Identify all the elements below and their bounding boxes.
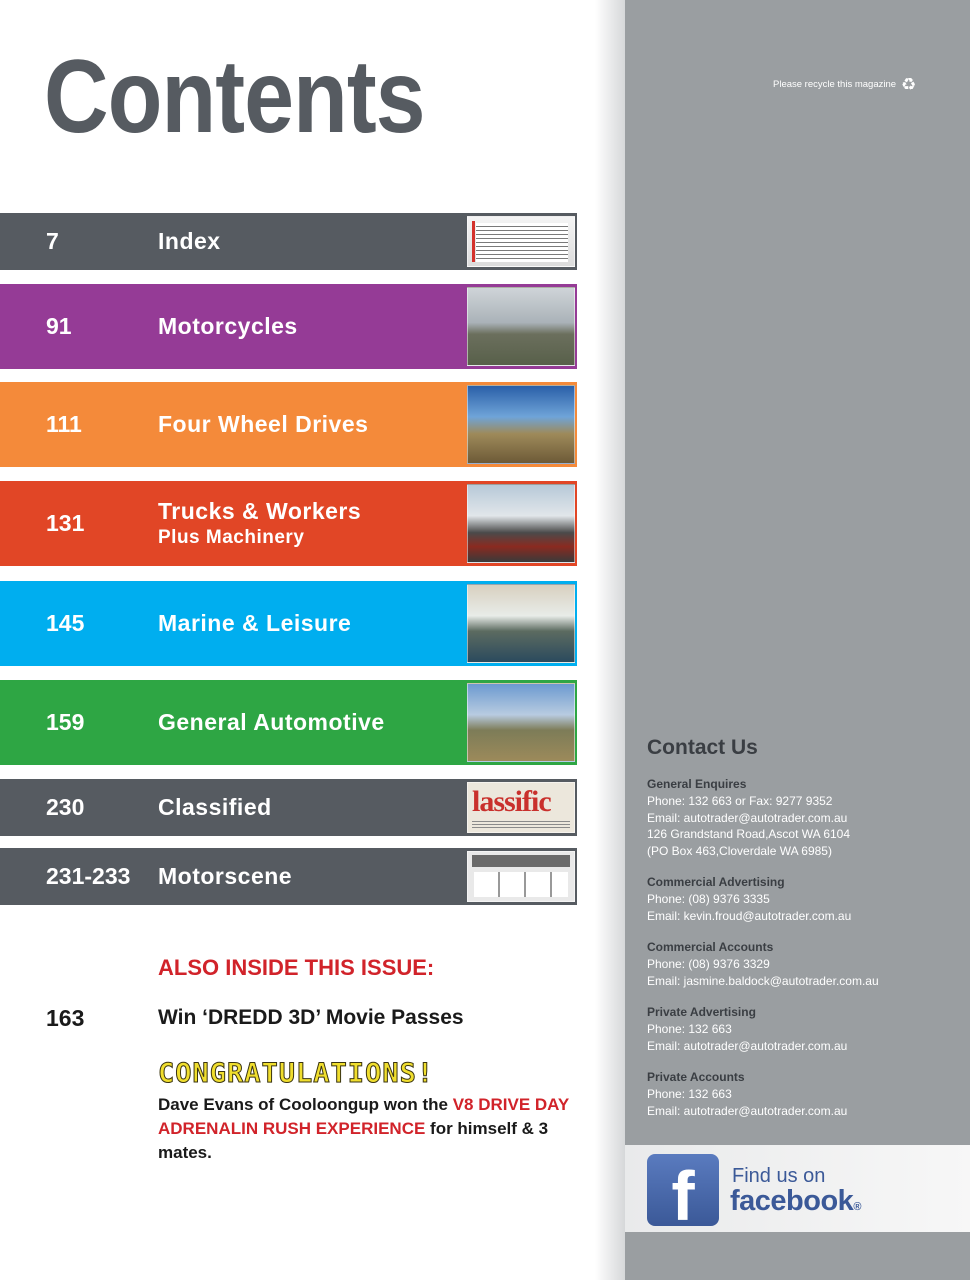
also-inside-heading: ALSO INSIDE THIS ISSUE: bbox=[158, 955, 435, 980]
toc-section-subtitle: Plus Machinery bbox=[158, 527, 305, 548]
recycle-icon: ♻ bbox=[901, 75, 917, 94]
toc-row-index[interactable] bbox=[0, 213, 577, 270]
toc-section-title: Trucks & Workers bbox=[158, 498, 362, 525]
toc-row-four-wheel-drives[interactable] bbox=[0, 382, 577, 467]
winner-text bbox=[158, 1093, 598, 1164]
contact-line: 126 Grandstand Road,Ascot WA 6104 bbox=[647, 827, 851, 842]
toc-page-number: 231-233 bbox=[46, 863, 131, 889]
classified-thumbnail-word: lassific bbox=[472, 785, 551, 818]
winner-text-part1: Dave Evans of Cooloongup won the bbox=[158, 1095, 453, 1114]
recycle-note bbox=[773, 76, 916, 93]
page-title: Contents bbox=[44, 39, 425, 155]
contact-commercial-advertising bbox=[647, 874, 851, 924]
contact-commercial-accounts bbox=[647, 939, 879, 989]
toc-page-number: 230 bbox=[46, 794, 85, 820]
contact-private-advertising bbox=[647, 1004, 847, 1054]
contact-private-accounts bbox=[647, 1069, 847, 1119]
toc-section-label: Index bbox=[158, 228, 221, 255]
toc-section-label: Four Wheel Drives bbox=[158, 411, 369, 438]
contact-heading: General Enquires bbox=[647, 777, 747, 791]
facebook-icon: f bbox=[647, 1154, 719, 1226]
contact-email[interactable]: Email: autotrader@autotrader.com.au bbox=[647, 1103, 848, 1118]
toc-page-number: 7 bbox=[46, 228, 59, 254]
toc-section-label: Marine & Leisure bbox=[158, 610, 352, 637]
car-thumbnail bbox=[467, 683, 575, 762]
contact-general-enquires bbox=[647, 776, 850, 860]
contact-email[interactable]: Email: autotrader@autotrader.com.au bbox=[647, 1038, 848, 1053]
toc-section-label: Classified bbox=[158, 794, 272, 821]
toc-page-number: 145 bbox=[46, 610, 85, 636]
toc-section-label: Motorscene bbox=[158, 863, 293, 890]
facebook-wordmark bbox=[730, 1185, 861, 1218]
classified-thumbnail bbox=[467, 782, 575, 833]
sidebar-shadow bbox=[595, 0, 625, 1280]
toc-section-label: General Automotive bbox=[158, 709, 385, 736]
contact-heading: Commercial Accounts bbox=[647, 940, 774, 954]
contact-line: Phone: (08) 9376 3329 bbox=[647, 956, 770, 971]
toc-page-number: 91 bbox=[46, 313, 72, 339]
winner-text-part2: for himself & 3 mates. bbox=[158, 1118, 549, 1162]
toc-row-classified[interactable] bbox=[0, 779, 577, 836]
toc-page-number: 131 bbox=[46, 510, 85, 536]
toc-row-general-automotive[interactable] bbox=[0, 680, 577, 765]
contact-line: Phone: 132 663 or Fax: 9277 9352 bbox=[647, 793, 833, 808]
contact-line: Phone: (08) 9376 3335 bbox=[647, 891, 770, 906]
4wd-thumbnail bbox=[467, 385, 575, 464]
recycle-text: Please recycle this magazine bbox=[773, 79, 897, 90]
index-thumbnail bbox=[467, 216, 575, 267]
contact-title: Contact Us bbox=[647, 736, 758, 759]
toc-page-number: 159 bbox=[46, 709, 85, 735]
contact-line: (PO Box 463,Cloverdale WA 6985) bbox=[647, 844, 832, 859]
win-page-number: 163 bbox=[46, 1005, 85, 1031]
toc-row-marine[interactable] bbox=[0, 581, 577, 666]
contact-heading: Private Accounts bbox=[647, 1070, 745, 1084]
contact-heading: Private Advertising bbox=[647, 1005, 756, 1019]
facebook-find-text: Find us on bbox=[732, 1165, 826, 1187]
toc-section-label: Motorcycles bbox=[158, 313, 298, 340]
contact-email[interactable]: Email: kevin.froud@autotrader.com.au bbox=[647, 908, 852, 923]
toc-row-trucks[interactable] bbox=[0, 481, 577, 566]
contact-line: Phone: 132 663 bbox=[647, 1086, 732, 1101]
winner-prize: V8 DRIVE DAY ADRENALIN RUSH EXPERIENCE bbox=[158, 1095, 569, 1138]
facebook-banner[interactable] bbox=[625, 1145, 970, 1232]
facebook-brand: facebook bbox=[730, 1185, 854, 1217]
win-movie-passes-text: Win ‘DREDD 3D’ Movie Passes bbox=[158, 1006, 464, 1029]
contact-line: Phone: 132 663 bbox=[647, 1021, 732, 1036]
toc-section-label bbox=[158, 497, 361, 550]
contact-email[interactable]: Email: autotrader@autotrader.com.au bbox=[647, 810, 848, 825]
toc-page-number: 111 bbox=[46, 411, 82, 437]
contact-email[interactable]: Email: jasmine.baldock@autotrader.com.au bbox=[647, 973, 879, 988]
truck-thumbnail bbox=[467, 484, 575, 563]
congratulations-banner: CONGRATULATIONS! bbox=[158, 1058, 435, 1089]
registered-mark: ® bbox=[853, 1201, 861, 1213]
contact-heading: Commercial Advertising bbox=[647, 875, 785, 889]
motorscene-thumbnail bbox=[467, 851, 575, 902]
motorcycle-thumbnail bbox=[467, 287, 575, 366]
toc-row-motorscene[interactable] bbox=[0, 848, 577, 905]
boat-thumbnail bbox=[467, 584, 575, 663]
toc-row-motorcycles[interactable] bbox=[0, 284, 577, 369]
